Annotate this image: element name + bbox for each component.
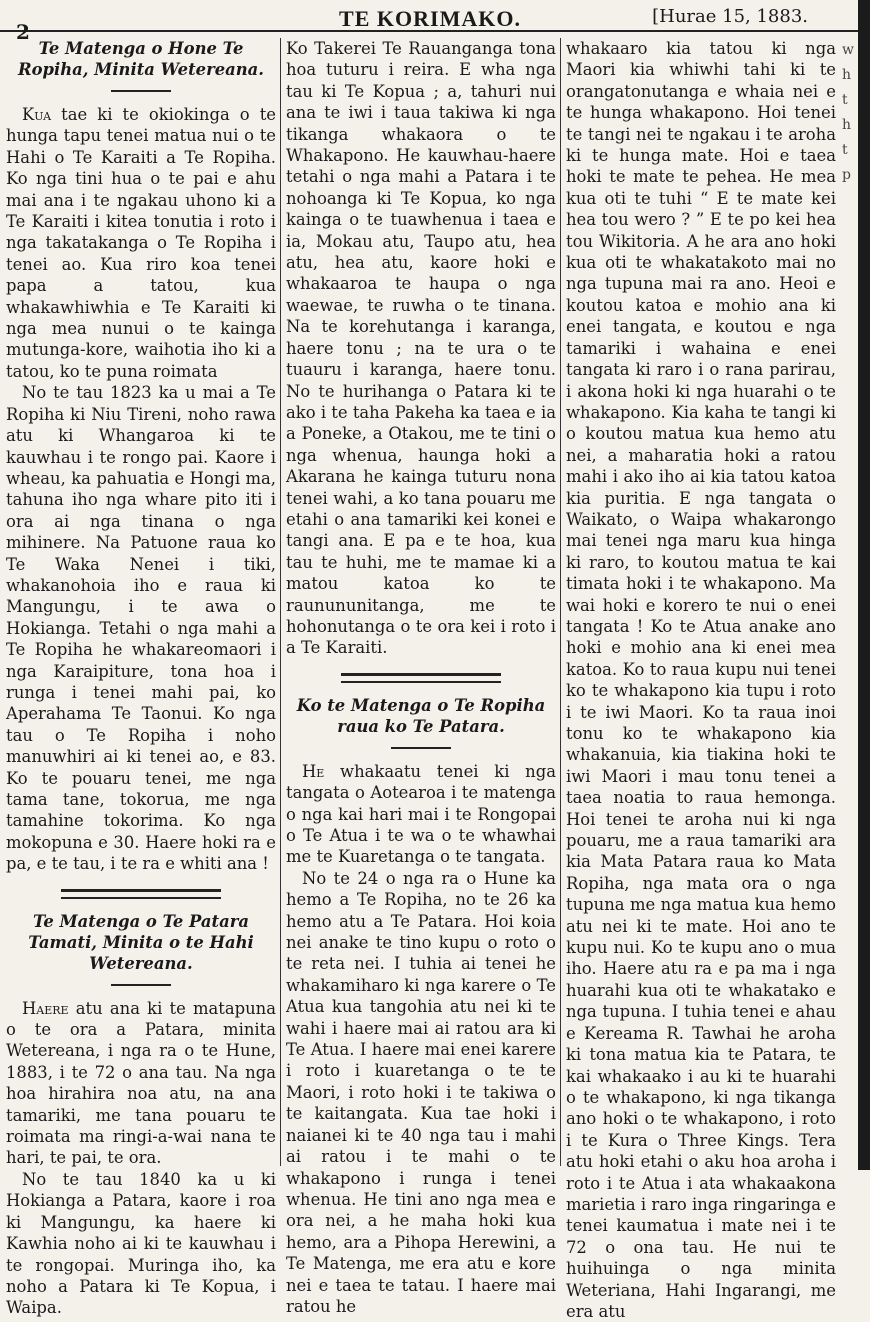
article-paragraph: whakaaro kia tatou ki nga Maori kia whiwhi tahi ki te orangatonutanga e whaia nei e te hunga whakapono. Hoi tenei te tangi nei te ngakau i te aroha ki te hunga mate. Hoi e taea hoki te mate te pehea. He mea kua oti te tuhi “ E te mate kei hea tou wero ? ” E te po kei hea tou Wikitoria. A he ara ano hoki kua oti te whakatakoto mai no nga tupuna mai ra ano. Heoi e koutou katoa e mohio ana ki enei tangata, e koutou e nga tamariki i wahaina e enei tangata ki raro i o rana parirau, i akona hoki ki nga huarahi o te whakapono. Kia kaha te tangi ki o koutou matua kua hemo atu nei, a maharatia hoki a ratou mahi i ako iho ai kia tatou katoa kia puritia. E nga tangata o Waikato, o Waipa whakarongo mai tenei nga maru kua hinga ki raro, to koutou matua te kai timata hoki i te whakapono. Ma wai hoki e korero te nui o enei tangata ! Ko te Atua anake ano hoki e mohio ana ki enei mea katoa. Ko to raua kupu nui tenei ko te whakapono kia tupu i roto i te iwi Maori. Ko ta raua inoi tonu ko te whakapono kia whakanuia, kia tiakina hoki te iwi Maori i mau tonu tenei a taea noatia to raua hemonga. Hoi tenei te aroha nui ki nga pouaru, me a raua tamariki ara kia Mata Patara raua ko Mata Ropiha, nga mata ora o nga tupuna me nga matua kua hemo atu nei ki te mate. Hoi ano te kupu nui. Ko te kupu ano o mua iho. Haere atu ra e pa ma i nga huarahi kua oti te whakatako e nga tupuna. I tuhia tenei e ahau e Kereama R. Tawhai he aroha ki tona matua kia te Patara, te kai whakaako i au ki te huarahi o te whakapono, ki nga tikanga ano hoki o te whakapono, i roto i te Kura o Three Kings. Tera atu hoki etahi o aku hoa aroha i roto i te Atua i ata whakaakona marietia i raro inga ringaringa e tenei kaumatua i mate nei i te 72 o ona tau. He nui te huihuinga o nga minita Weteriana, Hahi Ingarangi, me era atu [566,39,836,1321]
article-paragraph: No te 24 o nga ra o Hune ka hemo a Te Ropiha, no te 26 ka hemo atu a Te Patara. Hoi koia nei anake te tino kupu o roto o te reta nei. I tuhia ai tenei he whakamiharo ki nga karere o Te Atua kua tangohia atu nei ki te wahi i haere mai ai ratou ara ki Te Atua. I haere mai enei karere i roto i kuaretanga o te te Maori, i roto hoki i te takiwa o te kaitangata. Kua tae hoki i naianei ki te 40 nga tau i mahi ai ratou i te mahi o te whakapono i runga i tenei whenua. He tini ano nga mea e ora nei, a he maha hoki kua hemo, ara a Pihopa Herewini, a Te Matenga, me era atu e kore nei e taea te tatau. I haere mai ratou he [286,868,556,1316]
drop-word: He [302,761,325,781]
paragraph-text: atu ana ki te matapuna o te ora a Patara, minita Wetereana, i nga ra o te Hune, 1883, i te 72 o ana tau. Na nga hoa hirahira noa atu, na ana tamariki, me tana pouaru te roimata ma ringi-a-wai nana te hari, te pai, te ora. [6,998,276,1168]
column-3 [566,38,836,1321]
article-paragraph [286,761,556,868]
article-heading-patara: Te Matenga o Te Patara Tamati, Minita o te Hahi Wetereana. [28,911,254,973]
issue-date: [Hurae 15, 1883. [652,6,808,27]
page-number: 2 [16,20,30,44]
article-heading-ropiha: Te Matenga o Hone Te Ropiha, Minita Wetereana. [17,39,265,79]
article-paragraph [6,104,276,382]
margin-letter: h [842,117,852,133]
paragraph-text: tae ki te okiokinga o te hunga tapu tenei matua nui o te Hahi o Te Karaiti a Te Ropiha. Ko nga tini hua o te pai e ahu mai ana i te ngakau uhono ki a Te Karaiti i kitea tonutia i roto i nga takatakanga o Te Ropiha i tenei ao. Kua riro koa tenei papa a tatou, kua whakawhiwhia e Te Karaiti ki nga mea nunui o te kainga mutunga-kore, waihotia iho ki a tatou, ko te puna roimata [6,105,276,381]
paragraph-text: whakaatu tenei ki nga tangata o Aotearoa i te matenga o nga kai hari mai i te Rongopai o Te Atua i te wa o te whawhai me te Kuaretanga o te tangata. [286,761,556,867]
section-rule [61,889,221,899]
column-2 [286,38,556,1316]
column-1 [6,38,276,1318]
margin-letter: p [842,167,851,183]
article-heading-both: Ko te Matenga o Te Ropiha raua ko Te Patara. [296,695,546,736]
article-paragraph [6,998,276,1169]
short-rule [111,90,171,92]
article-paragraph: Ko Takerei Te Rauanganga tona hoa tuturu i reira. E wha nga tau ki Te Kopua ; a, tahuri nui ana te iwi i taua takiwa ki nga tikanga whakaora o te Whakapono. He kauwhau-haere tetahi o nga mahi a Patara i te nohoanga ki Te Kopua, ko nga kainga o te tuawhenua i taea e ia, Mokau atu, Taupo atu, hea atu, hea atu, kaore hoki e whakaaroa te haupa o nga waewae, te ruwha o te tinana. Na te korehutanga i karanga, haere tonu ; na te ura o te tuauru i karanga, haere tonu. No te hurihanga o Patara ki te ako i te taha Pakeha ka taea e ia a Poneke, a Otakou, me te tini o nga whenua, haunga hoki a Akarana he kainga tuturu nona tenei wahi, a ko tana pouaru me etahi o ana tamariki kei konei e tangi ana. E pa e te hoa, kua tau te huhi, me te mamae ki a matou katoa ko te raunununitanga, me te hohonutanga o te ora kei i roto i a Te Karaiti. [286,39,556,658]
short-rule [111,984,171,986]
article-paragraph: No te tau 1840 ka u ki Hokianga a Patara, kaore i roa ki Mangungu, ka haere ki Kawhia noho ai ki te kauwhau i te rongopai. Muringa iho, ka noho a Patara ki Te Kopua, i Waipa. [6,1169,276,1318]
short-rule [391,747,451,749]
drop-word: Haere [22,998,69,1018]
masthead [0,0,860,44]
section-rule [341,673,501,683]
column-rule-1 [280,38,281,1166]
margin-letter: t [842,142,848,158]
margin-letter: w [842,42,854,58]
article-paragraph: No te tau 1823 ka u mai a Te Ropiha ki Niu Tireni, noho rawa atu ki Whangaroa ki te kauwhau i te rongo pai. Kaore i wheau, ka pahuatia e Hongi ma, tahuna iho nga whare pito iti i ora ai nga tinana o nga mihinere. Na Patuone raua ko Te Waka Nenei i tiki, whakanohoia iho e raua ki Mangungu, i te awa o Hokianga. Tetahi o nga mahi a Te Ropiha he whakareomaori i nga Karaipiture, tona hoa i runga i tenei mahi pai, ko Aperahama Te Taonui. Ko nga tau o Te Ropiha i noho manuwhiri ai ki tenei ao, e 83. Ko te pouaru tenei, me nga tama tane, tokorua, me nga tamahine tokorima. Ko nga mokopuna e 30. Haere hoki ra e pa, e te tau, i te ra e whiti ana ! [6,383,276,874]
margin-letter: h [842,67,852,83]
cropped-margin-text [842,30,858,186]
margin-letter: t [842,92,848,108]
column-rule-2 [560,38,561,1166]
newspaper-title: TE KORIMAKO. [339,6,521,31]
drop-word: Kua [22,105,52,124]
page-edge [858,0,870,1170]
